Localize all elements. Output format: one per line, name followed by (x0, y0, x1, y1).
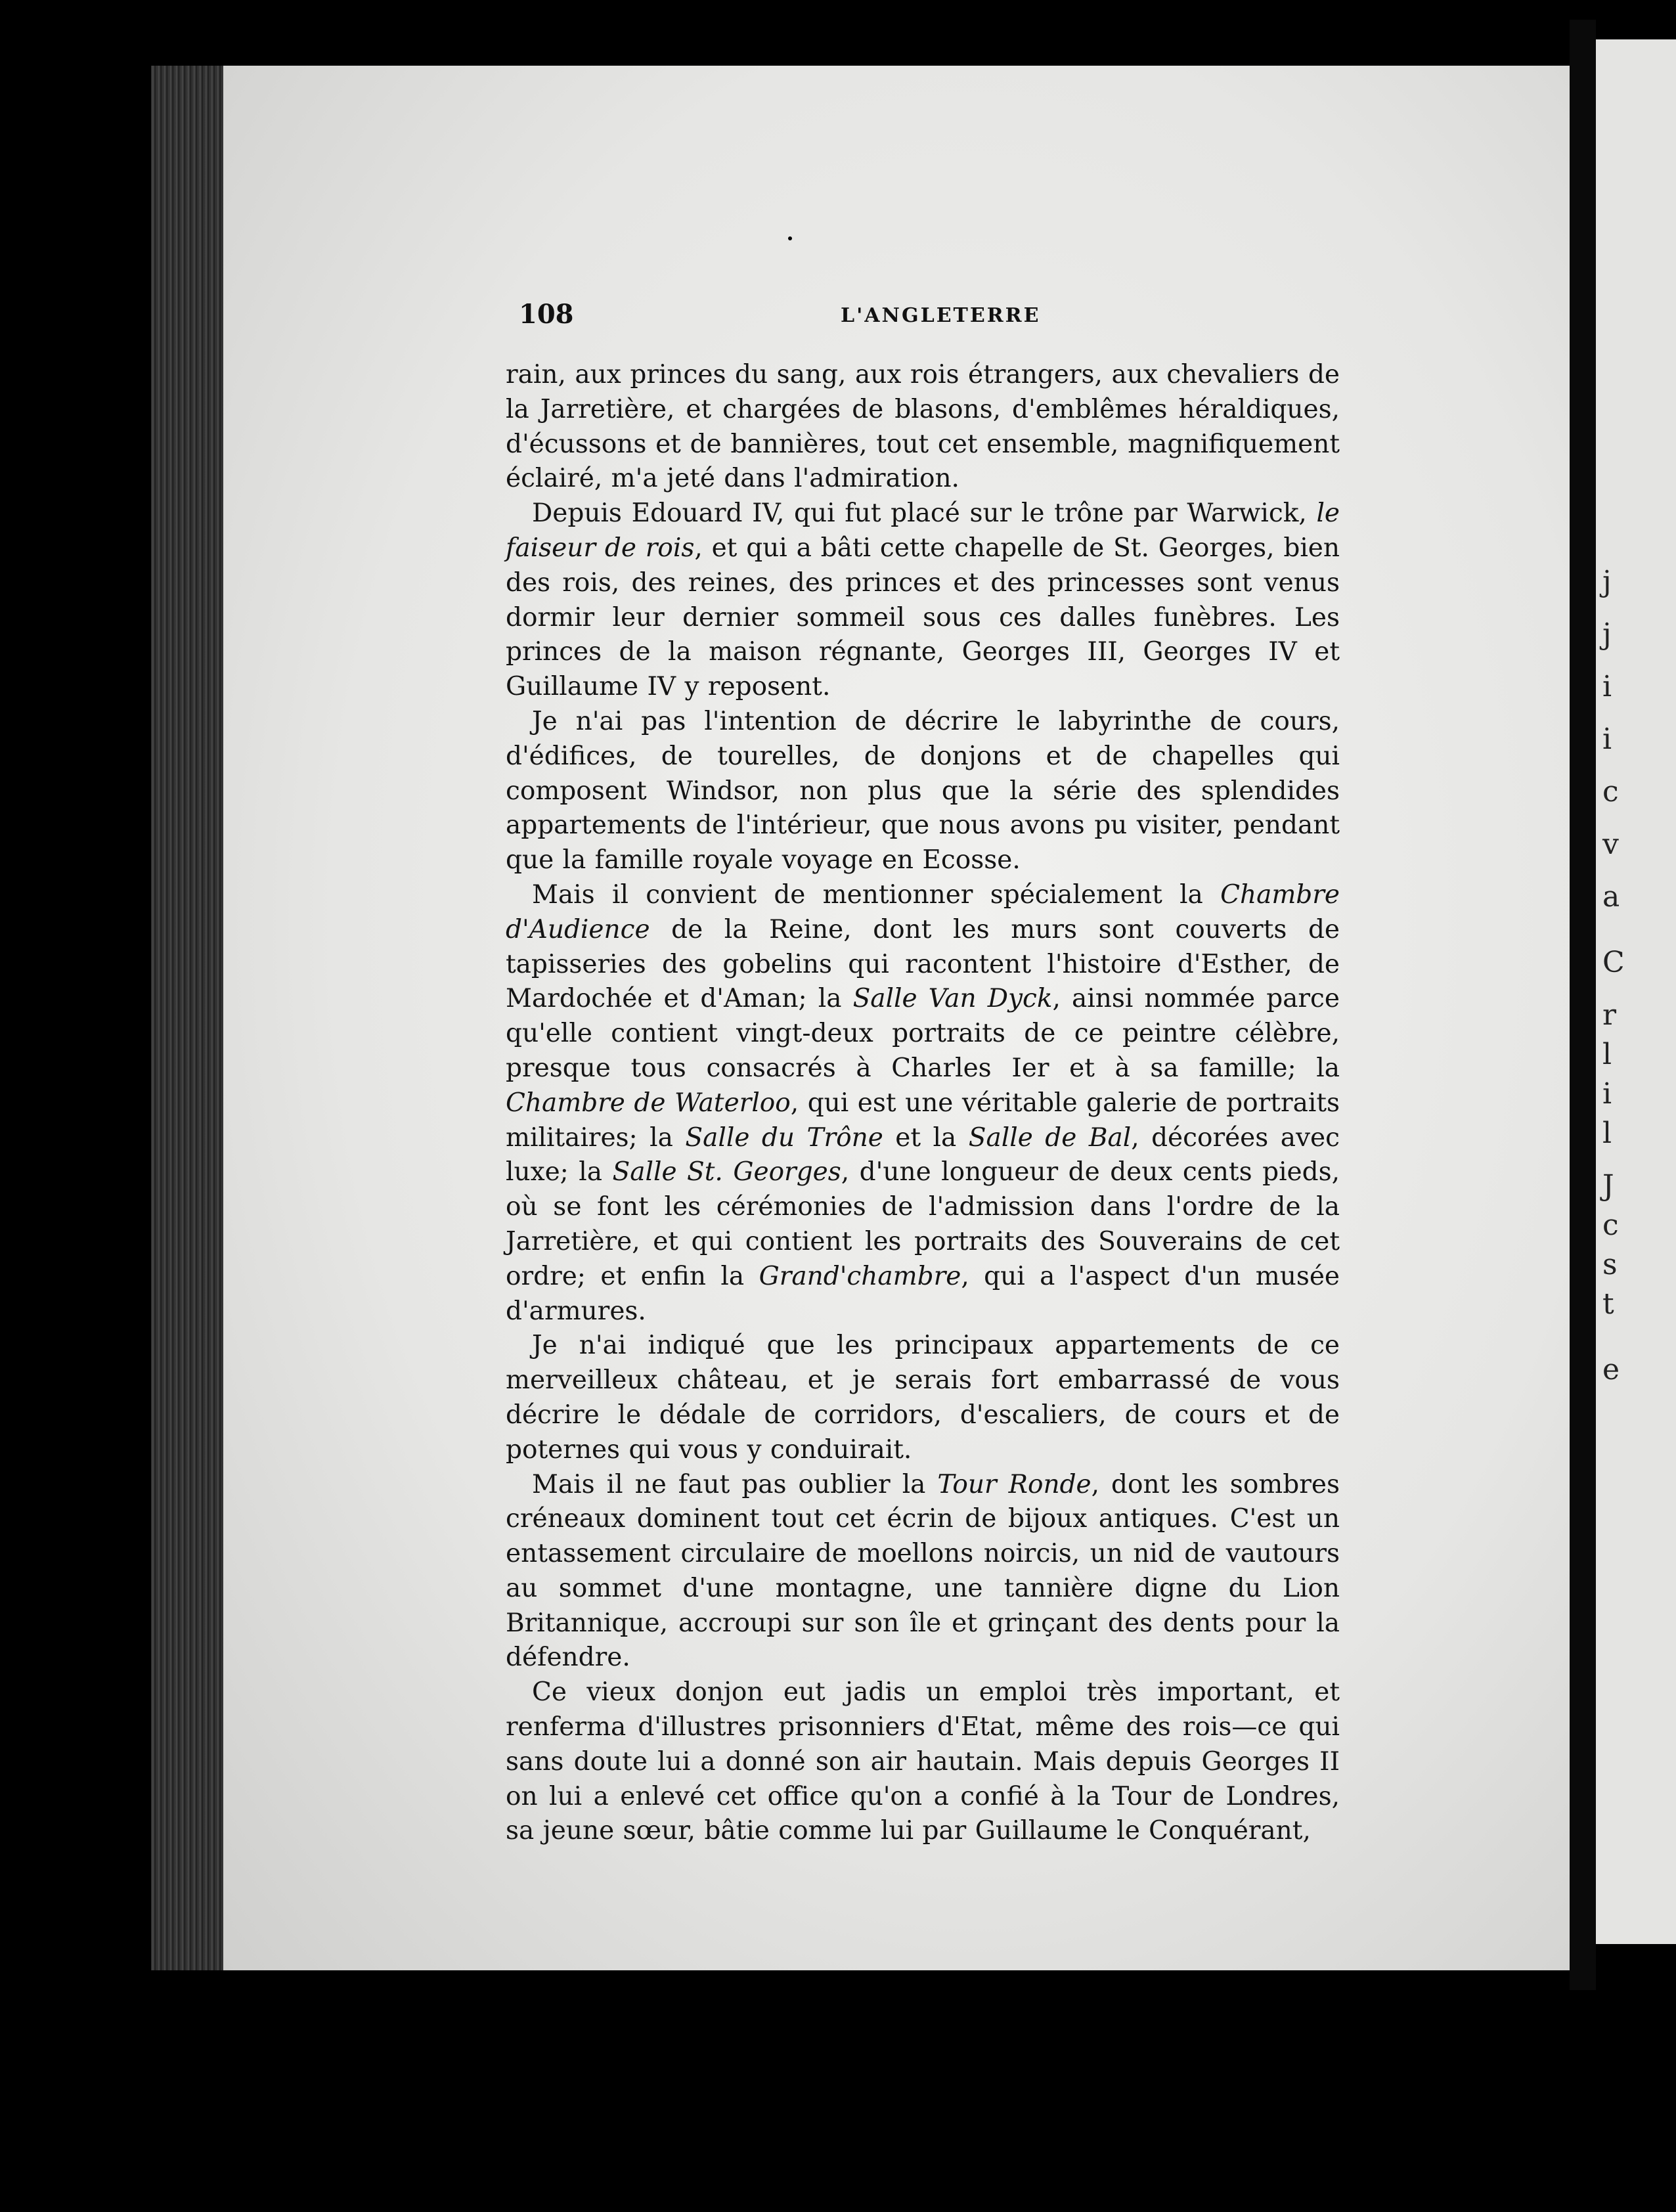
text-run: , d'une longueur de deux cents pieds, où se font les cérémonies de l'admission dans l'ordre de la Jarretière, et qui contient les portraits des Souverains de cet ordre; et enfin la (506, 1157, 1340, 1291)
text-run: de la Reine, dont les murs sont couverts de tapisseries des gobelins qui racontent l'histoire d'Esther, de Mardochée et d'Aman; la (506, 914, 1340, 1014)
paragraph (506, 878, 1340, 1329)
text-run: Je n'ai indiqué que les principaux appartements de ce merveilleux château, et je serais fort embarrassé de vous décrire le dédale de corridors, d'escaliers, de cours et de poternes qui vous y conduirait. (506, 1331, 1340, 1465)
text-run: Mais il ne faut pas oublier la (532, 1469, 938, 1499)
book-spine-edge (151, 66, 230, 1970)
facing-page-fragment (1596, 39, 1676, 1944)
facing-page-letter: e (1602, 1353, 1620, 1386)
paragraph (506, 1329, 1340, 1467)
facing-page-letter: c (1602, 1208, 1619, 1242)
text-run: et la (883, 1122, 969, 1153)
paragraph (506, 497, 1340, 705)
page-gutter (1570, 20, 1596, 1990)
facing-page-letter: C (1602, 946, 1625, 979)
text-run: Je n'ai pas l'intention de décrire le labyrinthe de cours, d'édifices, de tourelles, de donjons et de chapelles qui composent Windsor, non plus que la série des splendides appartements de l'intérieur, que nous avons pu visiter, pendant que la famille royale voyage en Ecosse. (506, 706, 1340, 875)
text-run: , dont les sombres créneaux dominent tout cet écrin de bijoux antiques. C'est un entassement circulaire de moellons noircis, un nid de vautours au sommet d'une montagne, une tannière digne du Lion Britannique, accroupi sur son île et grinçant des dents pour la défendre. (506, 1469, 1340, 1673)
scan-speck (788, 236, 792, 240)
facing-page-letter: j (1602, 617, 1612, 651)
italic-phrase: Grand'chambre (759, 1261, 961, 1291)
text-run: , et qui a bâti cette chapelle de St. Georges, bien des rois, des reines, des princes et des princesses sont venus dormir leur dernier sommeil sous ces dalles funèbres. Les princes de la maison régnante, Georges III, Georges IV et Guillaume IV y reposent. (506, 533, 1340, 702)
page-number: 108 (519, 299, 574, 330)
italic-phrase: le faiseur de rois (506, 498, 1340, 563)
italic-phrase: Chambre d'Audience (506, 879, 1340, 944)
text-run: , qui est une véritable galerie de portraits militaires; la (506, 1088, 1340, 1153)
italic-phrase: Salle de Bal (968, 1122, 1132, 1153)
facing-page-letter: c (1602, 775, 1619, 808)
text-run: , qui a l'aspect d'un musée d'armures. (506, 1261, 1340, 1326)
facing-page-letter: i (1602, 670, 1612, 703)
paragraph (506, 358, 1340, 497)
facing-page-letter: l (1602, 1038, 1612, 1071)
text-run: Depuis Edouard IV, qui fut placé sur le trône par Warwick, (532, 498, 1317, 529)
italic-phrase: Salle du Trône (685, 1122, 883, 1153)
facing-page-letter: i (1602, 722, 1612, 756)
text-run: Mais il convient de mentionner spécialement la (532, 879, 1221, 910)
text-run: , ainsi nommée parce qu'elle contient vingt-deux portraits de ce peintre célèbre, presque tous consacrés à Charles Ier et à sa famille; la (506, 984, 1340, 1083)
body-text (506, 358, 1340, 1849)
paragraph (506, 1675, 1340, 1849)
facing-page-letter: a (1602, 880, 1620, 914)
facing-page-letter: J (1602, 1169, 1614, 1203)
text-run: rain, aux princes du sang, aux rois étrangers, aux chevaliers de la Jarretière, et chargées de blasons, d'emblêmes héraldiques, d'écussons et de bannières, tout cet ensemble, magnifiquement éclairé, m'a jeté dans l'admiration. (506, 360, 1340, 494)
italic-phrase: Tour Ronde (937, 1469, 1092, 1499)
paragraph (506, 705, 1340, 878)
italic-phrase: Chambre de Waterloo (506, 1088, 791, 1118)
italic-phrase: Salle St. Georges (612, 1157, 841, 1187)
paragraph (506, 1468, 1340, 1676)
facing-page-letter: l (1602, 1117, 1612, 1150)
facing-page-letter: j (1602, 565, 1612, 598)
text-run: Ce vieux donjon eut jadis un emploi très important, et renferma d'illustres prisonniers d'Etat, même des rois—ce qui sans doute lui a donné son air hautain. Mais depuis Georges II on lui a enlevé cet office qu'on a confié à la Tour de Londres, sa jeune sœur, bâtie comme lui par Guillaume le Conquérant, (506, 1677, 1340, 1846)
text-run: , décorées avec luxe; la (506, 1122, 1340, 1187)
italic-phrase: Salle Van Dyck (852, 984, 1053, 1014)
facing-page-letter: i (1602, 1077, 1612, 1111)
facing-page-letter: s (1602, 1248, 1618, 1281)
running-title: L'ANGLETERRE (841, 304, 1041, 327)
page-header (519, 299, 1353, 338)
facing-page-letter: v (1602, 828, 1619, 861)
facing-page-letter: t (1602, 1287, 1614, 1321)
facing-page-letter: r (1602, 998, 1617, 1032)
